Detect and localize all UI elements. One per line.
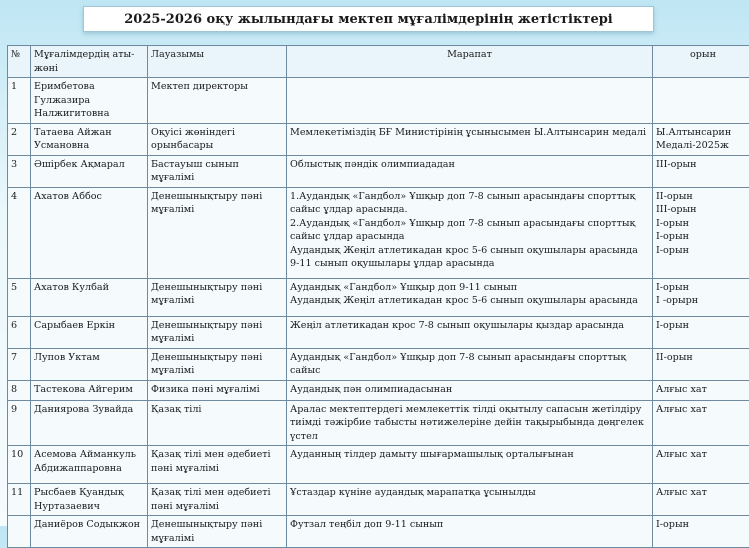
cell-place: ІІ-орын (653, 348, 749, 380)
cell-position: Қазақ тілі мен әдебиеті пәні мұғалімі (148, 446, 287, 484)
cell-name: Лупов Уктам (31, 348, 148, 380)
header-num: № (8, 46, 31, 78)
cell-num: 3 (8, 155, 31, 187)
cell-place: Алғыс хат (653, 446, 749, 484)
table-row (8, 516, 749, 548)
cell-award: 1.Аудандық «Гандбол» Ұшқыр доп 7-8 сынып арасындағы спорттық сайыс ұлдар арасында. 2.Аудандық «Гандбол» Ұшқыр доп 7-8 сынып арасындағы спорттық сайыс ұлдар арасында Аудандық Жеңіл атлетикадан крос 5-6 сынып оқушылары арасында 9-11 сынып оқушылары ұлдар арасында (287, 187, 653, 278)
cell-name: Әшірбек Ақмарал (31, 155, 148, 187)
page-title: 2025-2026 оқу жылындағы мектеп мұғалімдерінің жетістіктері (83, 6, 654, 32)
cell-name: Даниёров Содыкжон (31, 516, 148, 548)
header-place: орын (653, 46, 749, 78)
cell-name: Ахатов Аббос (31, 187, 148, 278)
cell-name: Ахатов Кулбай (31, 278, 148, 316)
cell-position: Қазақ тілі (148, 400, 287, 446)
cell-place: Алғыс хат (653, 400, 749, 446)
header-position: Лауазымы (148, 46, 287, 78)
table-row (8, 380, 749, 400)
table-row (8, 123, 749, 155)
cell-num: 8 (8, 380, 31, 400)
table-header-row (8, 46, 749, 78)
table-row (8, 78, 749, 124)
cell-position: Денешынықтыру пәні мұғалімі (148, 316, 287, 348)
cell-award: Мемлекетіміздің БҒ Министірінің ұсынысымен Ы.Алтынсарин медалі (287, 123, 653, 155)
cell-position: Денешынықтыру пәні мұғалімі (148, 516, 287, 548)
cell-award (287, 78, 653, 124)
cell-award: Аудандық «Гандбол» Ұшқыр доп 7-8 сынып арасындағы спорттық сайыс (287, 348, 653, 380)
cell-place: І-орын І -орырн (653, 278, 749, 316)
table-row (8, 484, 749, 516)
cell-num: 4 (8, 187, 31, 278)
cell-num: 10 (8, 446, 31, 484)
cell-place (653, 78, 749, 124)
achievements-table (7, 45, 749, 548)
cell-num: 11 (8, 484, 31, 516)
cell-place: Алғыс хат (653, 380, 749, 400)
cell-award: Ұстаздар күніне аудандық марапатқа ұсынылды (287, 484, 653, 516)
cell-num: 6 (8, 316, 31, 348)
cell-position: Оқуісі жөніндегі орынбасары (148, 123, 287, 155)
cell-place: Алғыс хат (653, 484, 749, 516)
cell-name: Татаева Айжан Усмановна (31, 123, 148, 155)
cell-award: Жеңіл атлетикадан крос 7-8 сынып оқушылары қыздар арасында (287, 316, 653, 348)
cell-position: Мектеп директоры (148, 78, 287, 124)
cell-position: Денешынықтыру пәні мұғалімі (148, 278, 287, 316)
header-award: Марапат (287, 46, 653, 78)
cell-num (8, 516, 31, 548)
cell-position: Денешынықтыру пәні мұғалімі (148, 187, 287, 278)
cell-place: І-орын (653, 316, 749, 348)
cell-place: ІІІ-орын (653, 155, 749, 187)
table-row (8, 348, 749, 380)
table-row (8, 446, 749, 484)
header-name: Мұғалімдердің аты-жөні (31, 46, 148, 78)
table-row (8, 278, 749, 316)
cell-name: Тастекова Айгерим (31, 380, 148, 400)
cell-num: 7 (8, 348, 31, 380)
cell-position: Физика пәні мұғалімі (148, 380, 287, 400)
cell-place: І-орын (653, 516, 749, 548)
table-row (8, 316, 749, 348)
cell-name: Рысбаев Қуандық Нуртазаевич (31, 484, 148, 516)
cell-name: Асемова Айманкуль Абдижаппаровна (31, 446, 148, 484)
cell-award: Футзал теңбіл доп 9-11 сынып (287, 516, 653, 548)
cell-position: Бастауыш сынып мұғалімі (148, 155, 287, 187)
cell-num: 1 (8, 78, 31, 124)
table-row (8, 155, 749, 187)
cell-award: Облыстық пәндік олимпиададан (287, 155, 653, 187)
cell-num: 5 (8, 278, 31, 316)
cell-place: Ы.Алтынсарин Медалі-2025ж (653, 123, 749, 155)
cell-num: 2 (8, 123, 31, 155)
cell-name: Сарыбаев Еркін (31, 316, 148, 348)
cell-name: Даниярова Зувайда (31, 400, 148, 446)
cell-award: Аудандық пән олимпиадасынан (287, 380, 653, 400)
table-row (8, 187, 749, 278)
cell-award: Аралас мектептердегі мемлекеттік тілді оқытылу сапасын жетілдіру тиімді тәжірбие табысты нәтижелеріне дейін тақырыбында дөңгелек үстел (287, 400, 653, 446)
cell-award: Ауданның тілдер дамыту шығармашылық орталығынан (287, 446, 653, 484)
cell-award: Аудандық «Гандбол» Ұшқыр доп 9-11 сынып Аудандық Жеңіл атлетикадан крос 5-6 сынып оқушылары арасында (287, 278, 653, 316)
cell-num: 9 (8, 400, 31, 446)
cell-name: Еримбетова Гулжазира Налжигитовна (31, 78, 148, 124)
cell-place: ІІ-орын ІІІ-орын І-орын І-орын І-орын (653, 187, 749, 278)
cell-position: Қазақ тілі мен әдебиеті пәні мұғалімі (148, 484, 287, 516)
table-row (8, 400, 749, 446)
cell-position: Денешынықтыру пәні мұғалімі (148, 348, 287, 380)
